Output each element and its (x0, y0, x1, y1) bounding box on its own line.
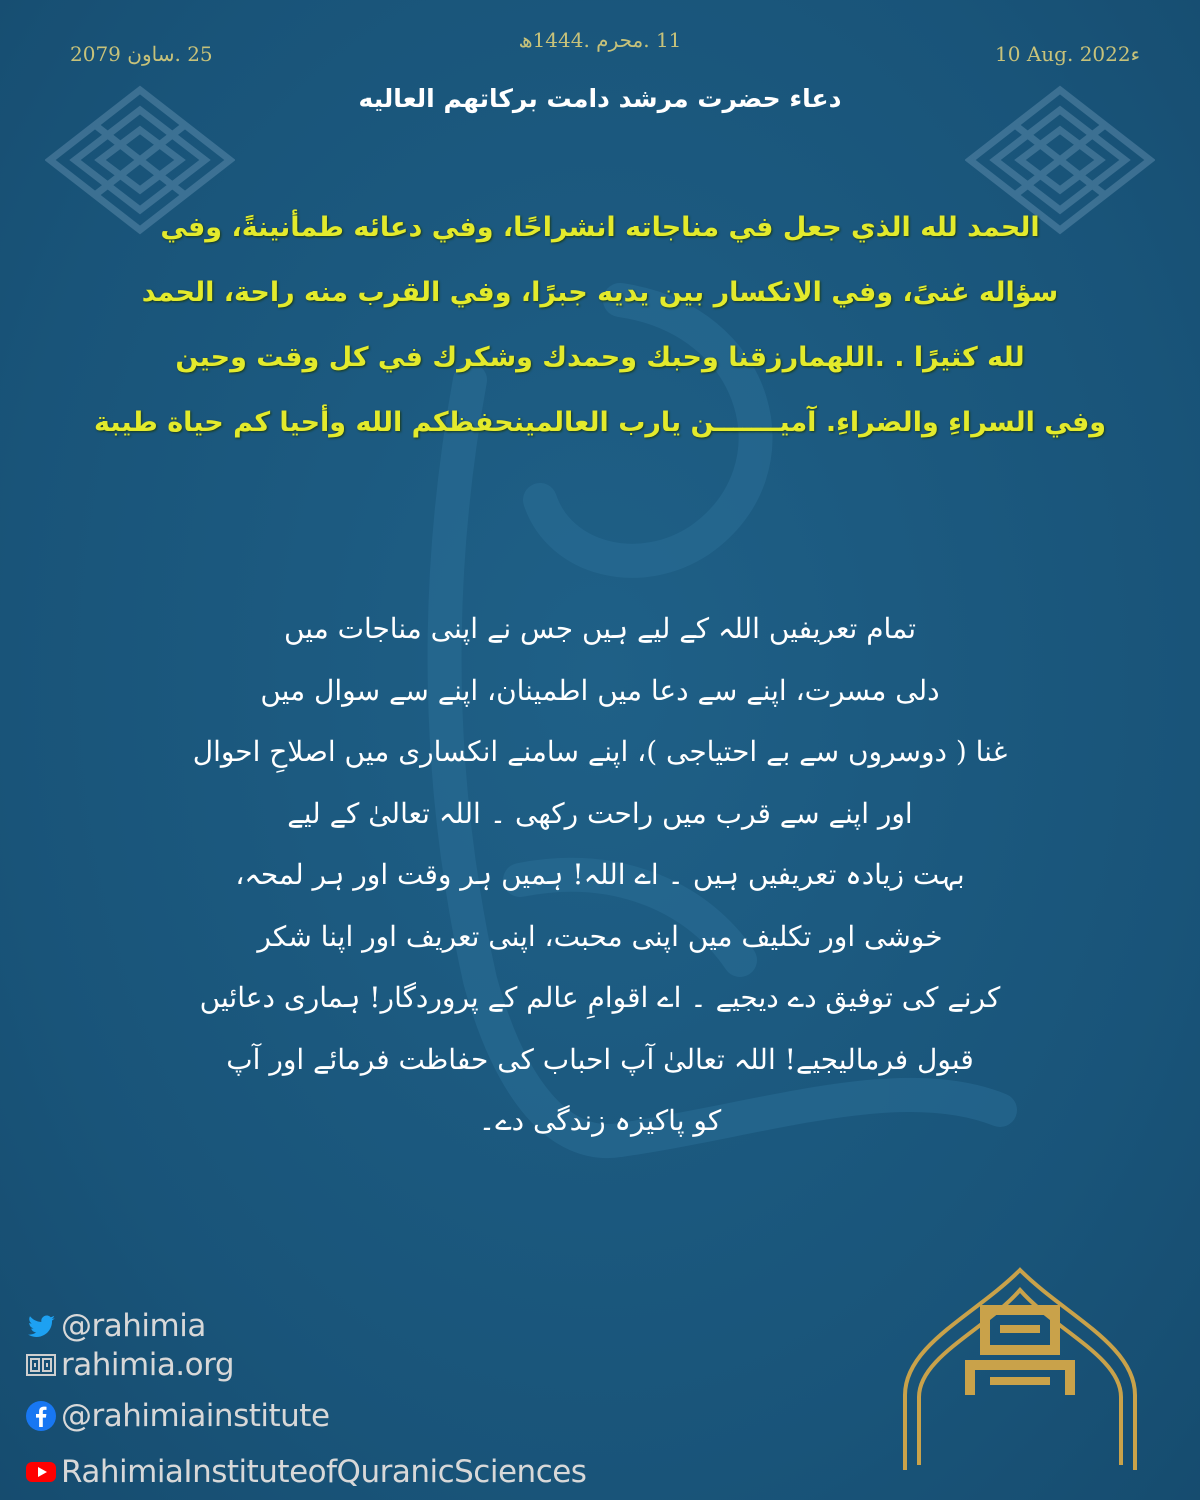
urdu-line: تمام تعریفیں اللہ کے لیے ہیں جس نے اپنی مناجات میں (283, 612, 917, 645)
urdu-line: بہت زیادہ تعریفیں ہیں ۔ اے اللہ! ہمیں ہر وقت اور ہر لمحہ، (235, 858, 965, 891)
facebook-link[interactable] (25, 1396, 675, 1436)
arabic-line: سؤاله غنىً، وفي الانكسار بين يديه جبرًا، وفي القرب منه راحة، الحمد (141, 277, 1059, 308)
arabic-line: وفي السراءِ والضراءِ. آميـــــــن يارب العالمينحفظكم الله وأحيا كم حياة طيبة (93, 407, 1107, 438)
arabic-line: الحمد لله الذي جعل في مناجاته انشراحًا، وفي دعائه طمأنينةً، وفي (160, 212, 1040, 243)
arabic-prayer (90, 195, 1110, 455)
website-icon (25, 1349, 57, 1381)
date-gregorian: 10 Aug. 2022ء (995, 42, 1140, 66)
youtube-icon (25, 1456, 57, 1488)
facebook-icon (25, 1400, 57, 1432)
arabic-line: لله كثيرًا . .اللهمارزقنا وحبك وحمدك وشكرك في كل وقت وحين (175, 342, 1025, 373)
urdu-line: کرنے کی توفیق دے دیجیے ۔ اے اقوامِ عالم کے پروردگار! ہماری دعائیں (199, 981, 1001, 1014)
date-hijri: 11 .محرم .1444ھ (518, 28, 682, 52)
urdu-line: خوشی اور تکلیف میں اپنی محبت، اپنی تعریف اور اپنا شکر (257, 919, 943, 953)
urdu-translation (120, 598, 1080, 1152)
urdu-line: قبول فرمالیجیے! اللہ تعالیٰ آپ احباب کی حفاظت فرمائے اور آپ (226, 1042, 974, 1076)
date-bikrami: 25 .ساون 2079 (70, 42, 213, 66)
page-title: دعاء حضرت مرشد دامت بركاتهم العاليه (358, 84, 842, 113)
twitter-icon (25, 1310, 57, 1342)
twitter-link[interactable] (25, 1306, 675, 1346)
urdu-line: اور اپنے سے قرب میں راحت رکھی ۔ اللہ تعالیٰ کے لیے (287, 796, 913, 830)
urdu-line: دلی مسرت، اپنے سے دعا میں اطمینان، اپنے سے سوال میں (260, 673, 940, 707)
website-link[interactable] (25, 1345, 675, 1385)
youtube-channel: RahimiaInstituteofQuranicSciences (61, 1454, 587, 1490)
rahimia-logo (885, 1265, 1155, 1490)
facebook-handle: @rahimiainstitute (61, 1398, 330, 1434)
twitter-handle: @rahimia (61, 1308, 206, 1344)
urdu-line: غنا ( دوسروں سے بے احتیاجی )، اپنے سامنے انکساری میں اصلاحِ احوال (192, 735, 1008, 768)
youtube-link[interactable] (25, 1452, 675, 1492)
website-url: rahimia.org (61, 1347, 235, 1383)
urdu-line: کو پاکیزہ زندگی دے۔ (478, 1104, 722, 1137)
